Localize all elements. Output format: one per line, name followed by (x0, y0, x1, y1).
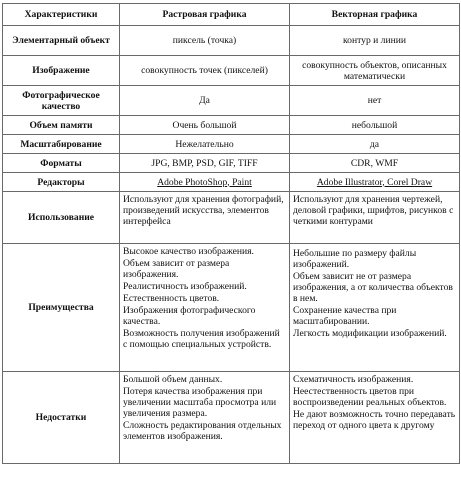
list-item: Потеря качества изображения при увеличении масштаба просмотра или увеличения размера. (123, 386, 277, 419)
row-key: Редакторы (3, 173, 120, 192)
list-item: Изображения фотографического качества. (123, 305, 256, 327)
raster-value: пиксель (точка) (120, 26, 290, 56)
vector-value: Adobe Illustrator, Corel Draw (290, 173, 460, 192)
list-item: Большой объем данных. (123, 374, 223, 385)
vector-value: совокупность объектов, описанных математически (290, 56, 460, 86)
list-item: Высокое качество изображения. (123, 246, 254, 257)
table-row (3, 135, 460, 154)
raster-value (120, 244, 290, 372)
row-key: Использование (3, 192, 120, 244)
table-row (3, 192, 460, 244)
list-item: Схематичность изображения. (293, 374, 414, 385)
header-raster: Растровая графика (120, 4, 290, 26)
list-item: Сложность редактирования отдельных элементов изображения. (123, 420, 282, 442)
vector-value (290, 372, 460, 464)
cell-text: Используют для хранения чертежей, деловой графики, шрифтов, рисунков с четкими контурами (293, 194, 454, 227)
raster-value (120, 372, 290, 464)
raster-value: Да (120, 86, 290, 116)
list-item: Не дают возможность точно передавать переход от одного цвета к другому (293, 409, 456, 431)
row-key: Объем памяти (3, 116, 120, 135)
list-item: Возможность получения изображений с помощью специальных устройств. (123, 328, 280, 350)
row-key: Преимущества (3, 244, 120, 372)
table-row (3, 244, 460, 372)
vector-value: CDR, WMF (290, 154, 460, 173)
table-row (3, 116, 460, 135)
header-characteristics: Характеристики (3, 4, 120, 26)
table-row (3, 86, 460, 116)
cell-text: Используют для хранения фотографий, произведений искусства, элементов интерфейса (123, 194, 284, 227)
row-key: Масштабирование (3, 135, 120, 154)
row-key: Форматы (3, 154, 120, 173)
raster-value: Очень большой (120, 116, 290, 135)
row-key: Изображение (3, 56, 120, 86)
row-key: Элементарный объект (3, 26, 120, 56)
list-item: Неестественность цветов при воспроизведении реальных объектов. (293, 386, 447, 408)
vector-value (290, 192, 460, 244)
comparison-table (2, 3, 460, 464)
table-row (3, 173, 460, 192)
header-row (3, 4, 460, 26)
raster-value: Adobe PhotoShop, Paint (120, 173, 290, 192)
list-item: Объем зависит не от размера изображения, а от количества объектов в нем. (293, 271, 453, 304)
table-row (3, 154, 460, 173)
list-item: Легкость модификации изображений. (293, 328, 447, 339)
list-item: Реалистичность изображений. (123, 281, 247, 292)
vector-value: контур и линии (290, 26, 460, 56)
list-item: Естественность цветов. (123, 293, 220, 304)
vector-value: да (290, 135, 460, 154)
table-row (3, 56, 460, 86)
raster-value (120, 192, 290, 244)
header-vector: Векторная графика (290, 4, 460, 26)
row-key: Недостатки (3, 372, 120, 464)
vector-value: небольшой (290, 116, 460, 135)
raster-value: JPG, BMP, PSD, GIF, TIFF (120, 154, 290, 173)
table-row (3, 372, 460, 464)
raster-value: Нежелательно (120, 135, 290, 154)
row-key: Фотографическое качество (3, 86, 120, 116)
vector-value: нет (290, 86, 460, 116)
list-item: Небольшие по размеру файлы изображений. (293, 248, 417, 270)
raster-value: совокупность точек (пикселей) (120, 56, 290, 86)
list-item: Объем зависит от размера изображения. (123, 258, 230, 280)
table-row (3, 26, 460, 56)
vector-value (290, 244, 460, 372)
list-item: Сохранение качества при масштабировании. (293, 305, 397, 327)
